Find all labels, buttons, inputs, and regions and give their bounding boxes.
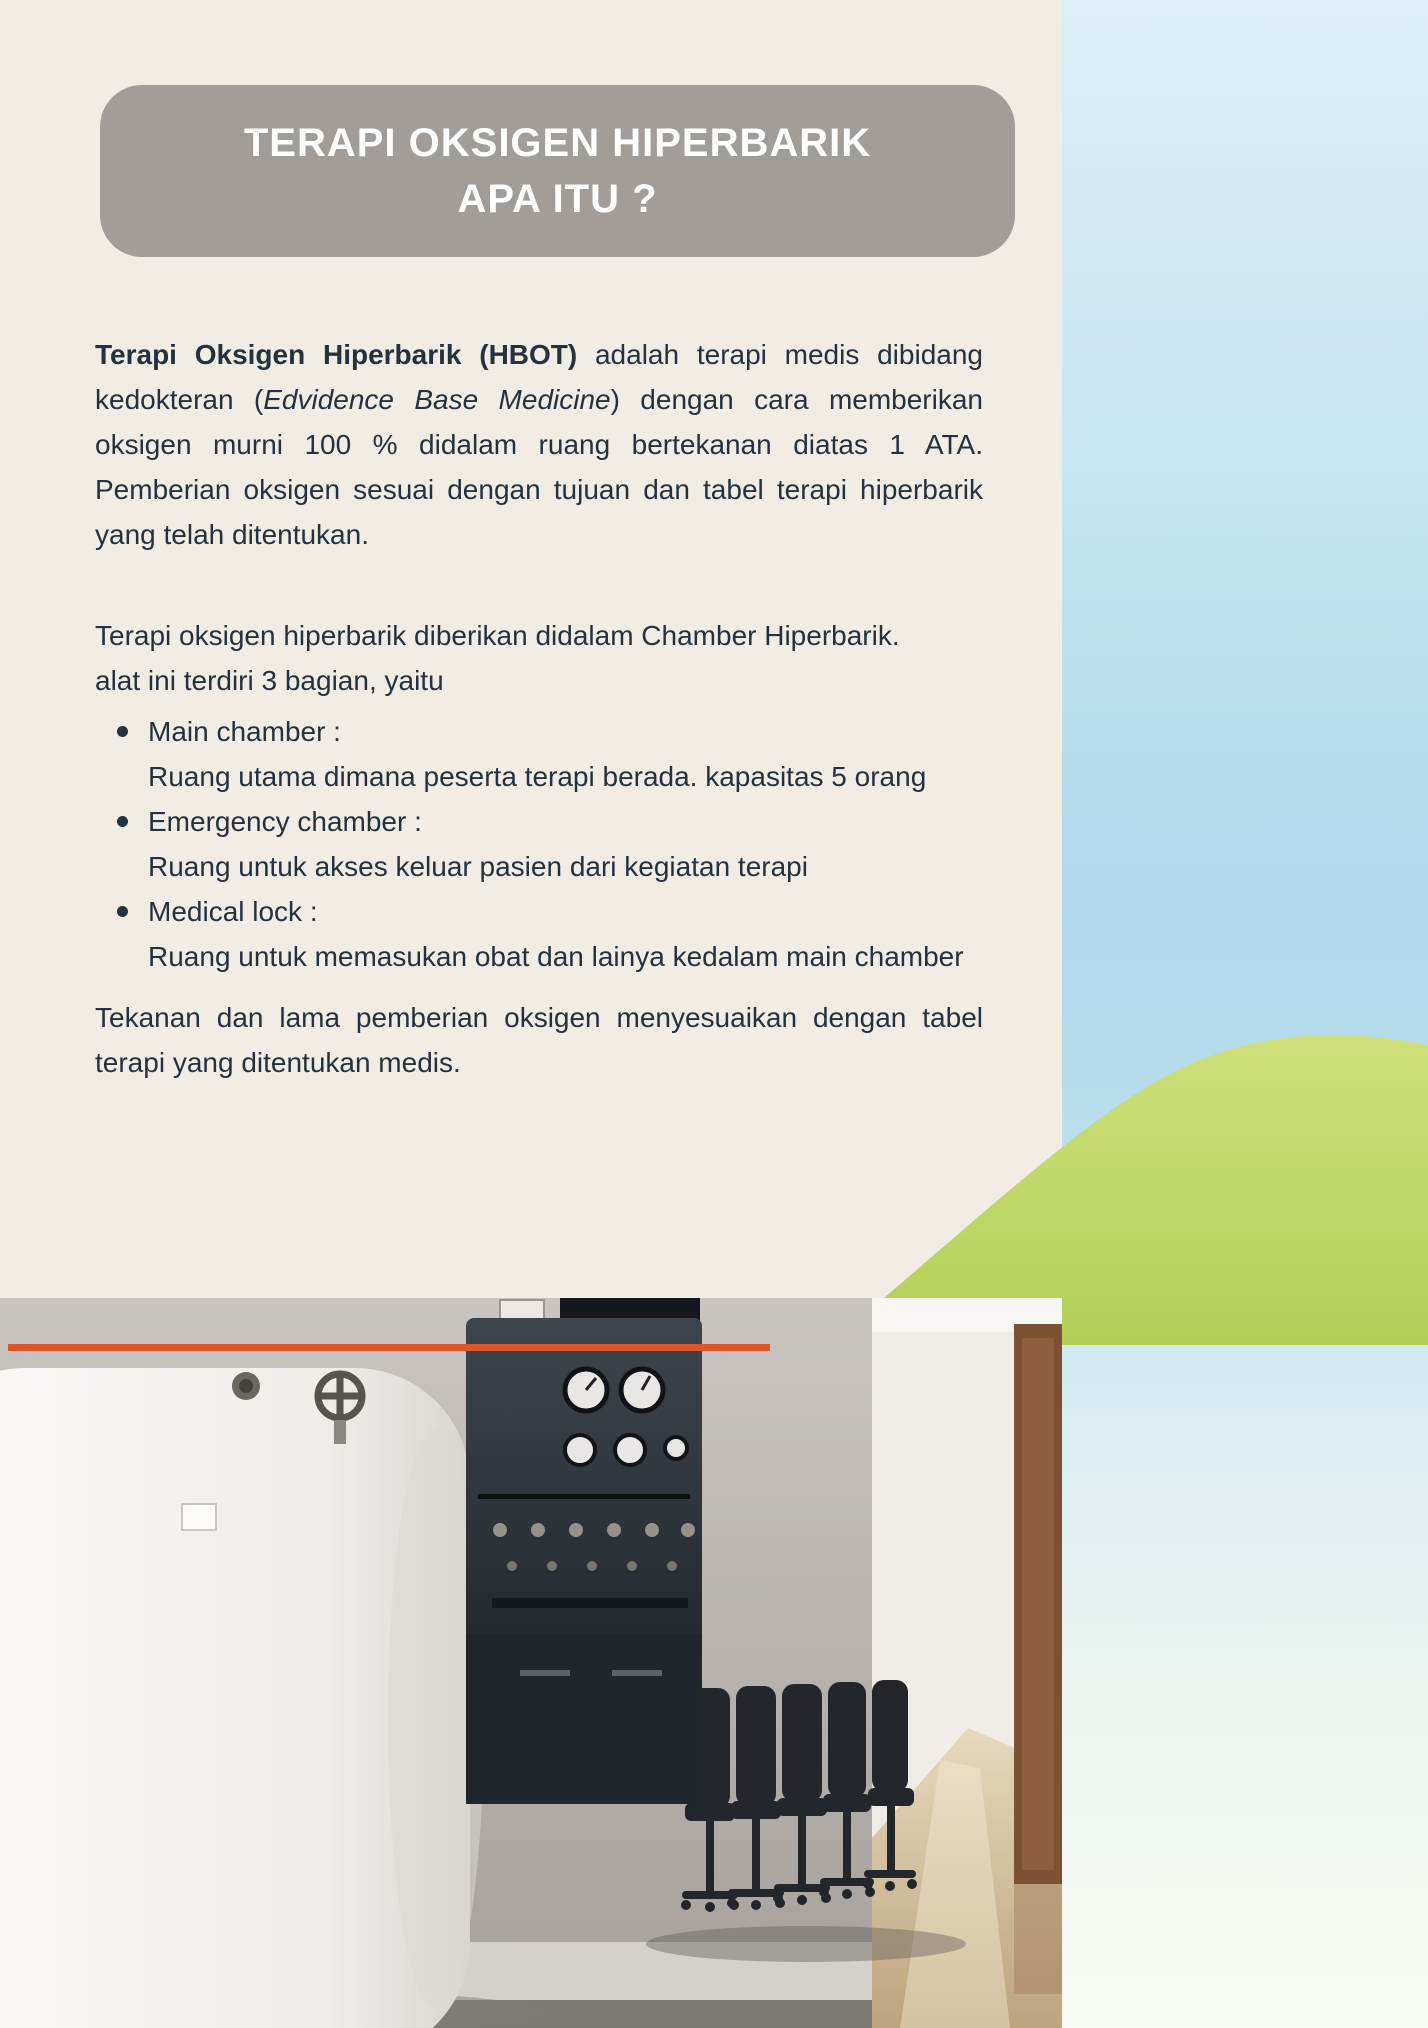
- corridor: [872, 1298, 1062, 2028]
- list-item-medical-lock: [95, 889, 983, 979]
- accent-rule: [8, 1344, 770, 1351]
- title-line-2: APA ITU ?: [457, 177, 658, 221]
- paragraph-chamber: Terapi oksigen hiperbarik diberikan didalam Chamber Hiperbarik.: [95, 620, 900, 651]
- bullet-heading: Medical lock :: [148, 896, 318, 927]
- bullet-description: Ruang utama dimana peserta terapi berada. kapasitas 5 orang: [148, 761, 927, 792]
- intro-italic-text: Edvidence Base Medicine: [263, 384, 611, 415]
- background-blue-panel: [1062, 0, 1428, 2028]
- bullet-description: Ruang untuk memasukan obat dan lainya kedalam main chamber: [148, 941, 964, 972]
- parts-list: [95, 709, 983, 979]
- intro-paragraph: [95, 332, 983, 557]
- list-item-main-chamber: [95, 709, 983, 799]
- intro-text-1: adalah terapi medis dibidang kedokteran (: [95, 339, 983, 415]
- chamber-room-photo: [0, 1298, 1062, 2028]
- intro-bold-text: Terapi Oksigen Hiperbarik (HBOT): [95, 339, 578, 370]
- control-console: [466, 1298, 702, 1804]
- bullet-heading: Main chamber :: [148, 716, 341, 747]
- intro-text-2: ) dengan cara memberikan oksigen murni 100 % didalam ruang bertekanan diatas 1 ATA. Pemberian oksigen sesuai dengan tujuan dan tabel terapi hiperbarik yang telah ditentukan.: [95, 384, 983, 550]
- closing-paragraph: Tekanan dan lama pemberian oksigen menyesuaikan dengan tabel terapi yang ditentukan medis.: [95, 1002, 983, 1078]
- bullet-heading: Emergency chamber :: [148, 806, 422, 837]
- title-banner: [100, 85, 1015, 257]
- body-content: [95, 332, 983, 1085]
- bullet-description: Ruang untuk akses keluar pasien dari kegiatan terapi: [148, 851, 808, 882]
- list-item-emergency-chamber: [95, 799, 983, 889]
- title-line-1: TERAPI OKSIGEN HIPERBARIK: [243, 121, 872, 165]
- hyperbaric-chamber: [0, 1368, 540, 2028]
- paragraph-parts: alat ini terdiri 3 bagian, yaitu: [95, 665, 444, 696]
